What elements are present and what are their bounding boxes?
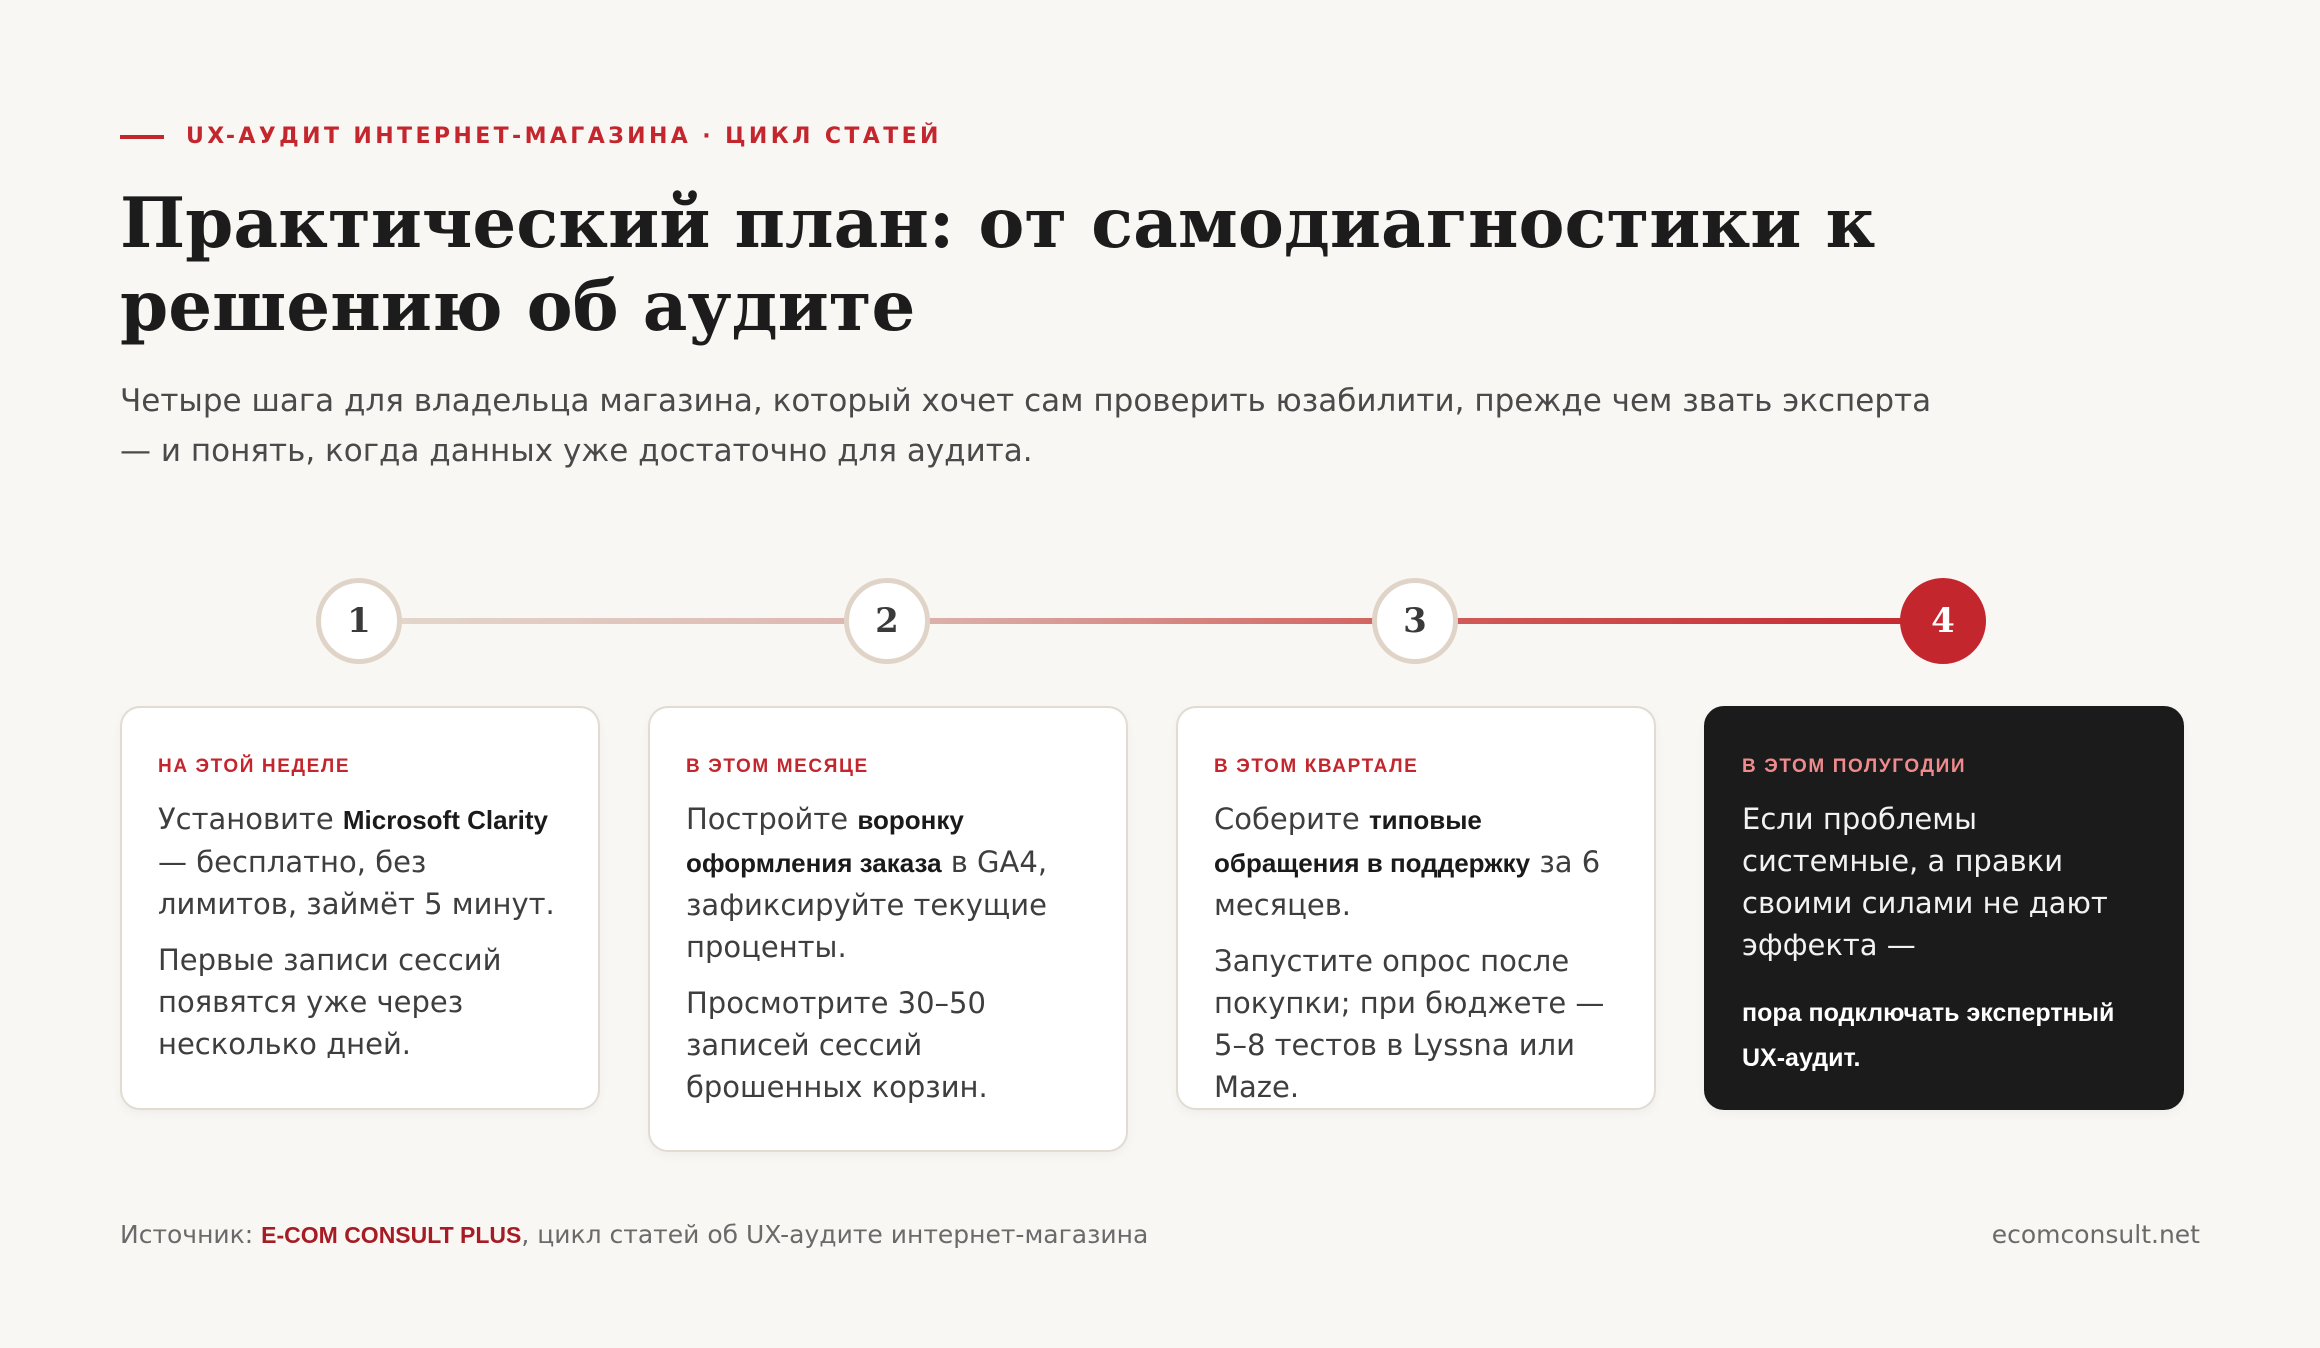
step-marker-2: 2	[844, 578, 930, 664]
card-period-label: НА ЭТОЙ НЕДЕЛЕ	[158, 756, 351, 777]
card-main-text: Установите Microsoft Clarity — бесплатно, без лимитов, займёт 5 минут.	[158, 802, 555, 921]
step-marker-1: 1	[316, 578, 402, 664]
page-subtitle: Четыре шага для владельца магазина, который хочет сам проверить юзабилити, прежде чем звать эксперта — и понять, когда данных уже достаточно для аудита.	[120, 383, 1932, 469]
card-period-label: В ЭТОМ ПОЛУГОДИИ	[1742, 756, 1967, 777]
step-card-1	[120, 706, 600, 1110]
eyebrow-text: UX-АУДИТ ИНТЕРНЕТ-МАГАЗИНА · ЦИКЛ СТАТЕЙ	[186, 124, 942, 149]
card-secondary-text: Просмотрите 30–50 записей сессий брошенных корзин.	[686, 986, 988, 1104]
site-domain: ecomconsult.net	[1991, 1220, 2200, 1249]
eyebrow	[120, 124, 942, 149]
timeline-track	[359, 618, 1943, 624]
source-note: Источник: E-COM CONSULT PLUS, цикл статей об UX-аудите интернет-магазина	[120, 1220, 1149, 1249]
card-period-label: В ЭТОМ КВАРТАЛЕ	[1214, 756, 1419, 777]
card-period-label: В ЭТОМ МЕСЯЦЕ	[686, 756, 869, 777]
page-title: Практический план: от самодиагностики к решению об аудите	[120, 183, 1876, 347]
card-secondary-text: Запустите опрос после покупки; при бюджете — 5–8 тестов в Lyssna или Maze.	[1214, 944, 1605, 1104]
step-card-4	[1704, 706, 2184, 1110]
eyebrow-accent-line	[120, 135, 164, 139]
card-main-text: Соберите типовые обращения в поддержку за 6 месяцев.	[1214, 802, 1601, 922]
card-secondary-text: Первые записи сессий появятся уже через несколько дней.	[158, 943, 502, 1061]
card-main-text: Если проблемы системные, а правки своими силами не дают эффекта —	[1742, 802, 2108, 962]
card-main-text: Постройте воронку оформления заказа в GA4, зафиксируйте текущие проценты.	[686, 802, 1048, 964]
step-card-2	[648, 706, 1128, 1152]
step-card-3	[1176, 706, 1656, 1110]
card-highlight-text: пора подключать экспертный UX-аудит.	[1742, 999, 2115, 1072]
source-brand: E-COM CONSULT PLUS	[261, 1222, 522, 1248]
step-marker-3: 3	[1372, 578, 1458, 664]
step-marker-4: 4	[1900, 578, 1986, 664]
